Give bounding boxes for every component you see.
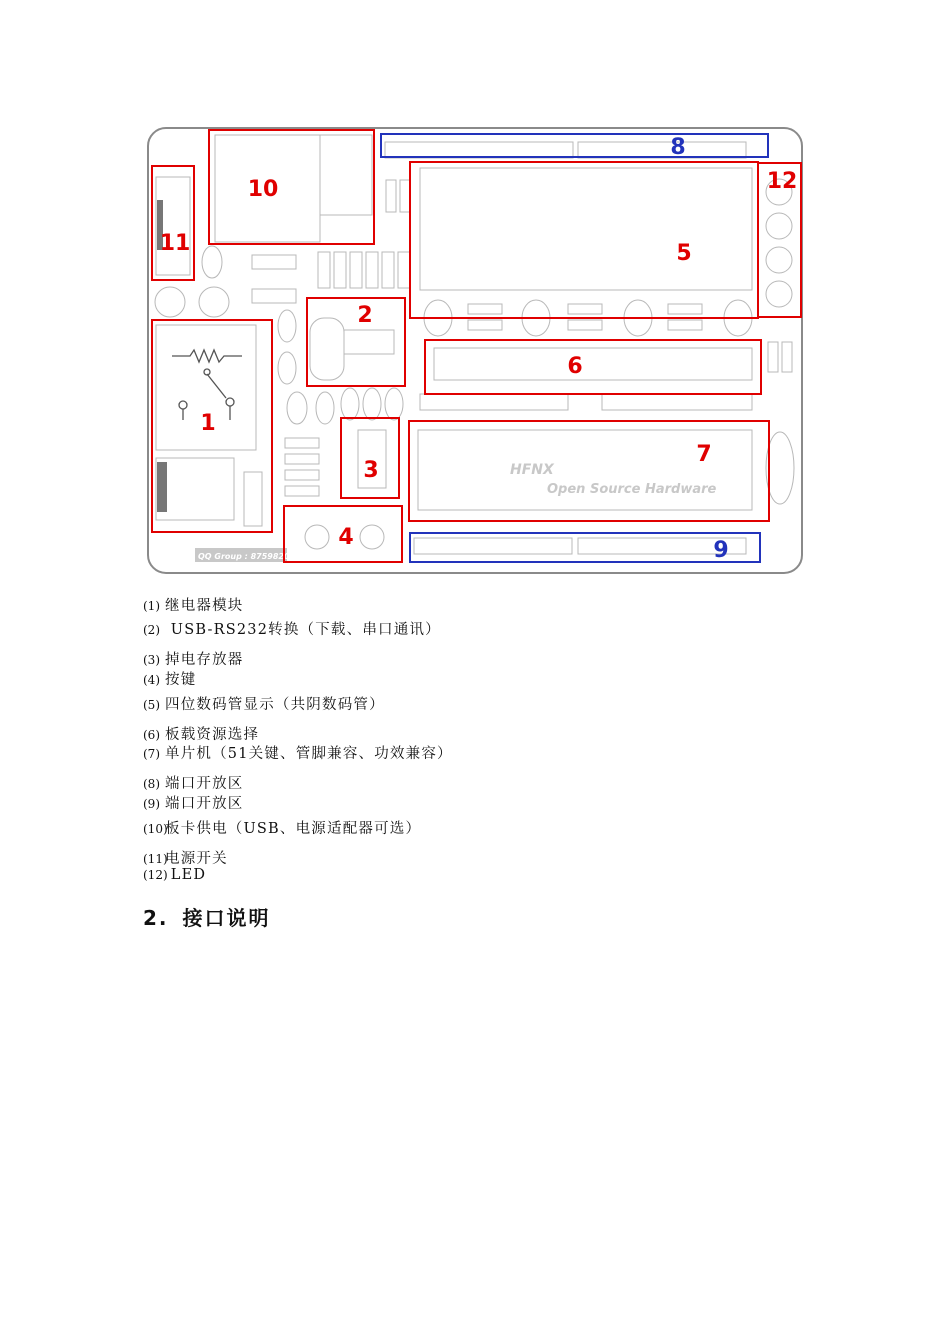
- section-title: 接口说明: [182, 906, 271, 930]
- legend-item-1: [143, 594, 244, 615]
- legend-item-4: [143, 668, 196, 689]
- callout-12: 12: [766, 169, 798, 194]
- legend-item-6: [143, 723, 259, 744]
- legend-text: 掉电存放器: [165, 652, 244, 668]
- watermark-subtext: Open Source Hardware: [547, 482, 717, 497]
- legend-item-10: [143, 817, 421, 838]
- callout-2: 2: [357, 303, 373, 328]
- callout-1: 1: [200, 411, 216, 436]
- callout-8: 8: [670, 135, 686, 160]
- callout-9: 9: [713, 538, 729, 563]
- legend-num: (2): [143, 623, 160, 637]
- legend-text: 板载资源选择: [165, 727, 260, 743]
- legend-item-9: [143, 792, 244, 813]
- legend-item-11: [143, 847, 228, 868]
- legend-num: (11): [143, 852, 168, 866]
- legend-text: 板卡供电（USB、电源适配器可选）: [165, 821, 422, 837]
- callout-6: 6: [567, 354, 583, 379]
- legend-text: 端口开放区: [165, 796, 244, 812]
- legend-text: 按键: [165, 672, 197, 688]
- legend-item-12: [143, 867, 206, 883]
- legend-text: 四位数码管显示（共阴数码管）: [165, 697, 385, 713]
- legend-num: (6): [143, 728, 160, 742]
- group-label: QQ Group : 87598201: [198, 552, 296, 561]
- callout-3: 3: [363, 458, 379, 483]
- legend-num: (3): [143, 653, 160, 667]
- callout-7: 7: [696, 442, 712, 467]
- legend-item-3: [143, 648, 244, 669]
- switch-lever: [157, 462, 167, 512]
- legend-num: (5): [143, 698, 160, 712]
- watermark-text: HFNX: [510, 462, 554, 478]
- legend-text: 单片机（51关键、管脚兼容、功效兼容）: [165, 746, 453, 762]
- legend-num: (7): [143, 747, 160, 761]
- legend-text: 端口开放区: [165, 776, 244, 792]
- legend-item-2: [143, 618, 441, 639]
- legend-num: (4): [143, 673, 160, 687]
- callout-5: 5: [676, 241, 692, 266]
- legend-text: USB-RS232转换（下载、串口通讯）: [165, 622, 441, 638]
- board-outline: [148, 128, 802, 573]
- legend-num: (10): [143, 822, 168, 836]
- legend-item-5: [143, 693, 385, 714]
- legend-num: (8): [143, 777, 160, 791]
- legend-text: 电源开关: [165, 851, 228, 867]
- callout-4: 4: [338, 525, 354, 550]
- legend-text: 继电器模块: [165, 598, 244, 614]
- legend-text: LED: [165, 867, 207, 883]
- callout-11: 11: [159, 231, 191, 256]
- section-number: 2.: [143, 906, 169, 930]
- legend-item-7: [143, 742, 453, 763]
- callout-10: 10: [247, 177, 279, 202]
- legend-num: (9): [143, 797, 160, 811]
- board-diagram: [0, 0, 950, 600]
- section-heading: [143, 902, 271, 931]
- legend-num: (1): [143, 599, 160, 613]
- legend-num: (12): [143, 868, 168, 882]
- legend-item-8: [143, 772, 244, 793]
